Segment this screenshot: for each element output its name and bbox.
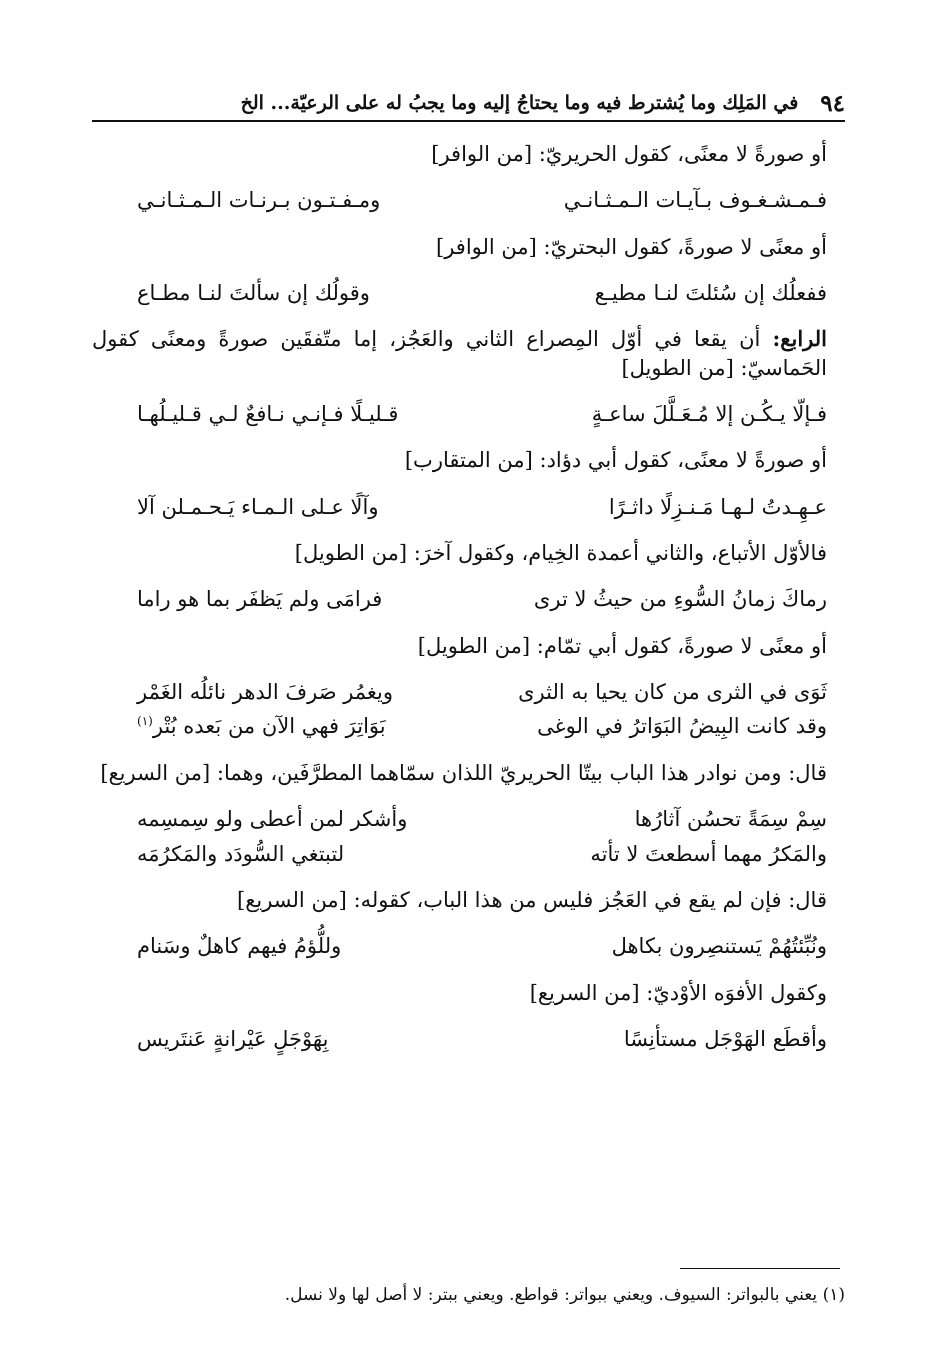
meter-label: [من الوافر]: [436, 234, 537, 259]
prose-text: فالأوّل الأتباع، والثاني أعمدة الخِيام، وكقول آخرَ:: [413, 541, 827, 566]
verse-line: [92, 493, 827, 521]
verse-second-hemistich: [137, 805, 454, 833]
prose-text: أن يقعا في أوّل المِصراع الثاني والعَجُز، إما متّفقَين صورةً ومعنًى كقول الحَماسيّ:: [92, 327, 827, 380]
verse-second-hemistich: [137, 493, 454, 521]
verse-second-text: بِهَوْجَلٍ عَيْرانةٍ عَنتَريس: [137, 1026, 329, 1051]
verse-second-hemistich: [137, 932, 454, 960]
verse-line: [92, 678, 827, 706]
meter-label: [من الطويل]: [621, 355, 734, 380]
verse-second-text: وآلًا عـلى الـمـاء يَـحـمـلن آلا: [137, 494, 379, 519]
verse-second-hemistich: [137, 279, 454, 307]
section-lead: الرابع:: [772, 326, 827, 352]
verse-second-hemistich: [137, 840, 454, 868]
verse-line: [92, 186, 827, 214]
footnote-reference[interactable]: (١): [137, 714, 153, 729]
footnote-divider: [680, 1268, 840, 1269]
prose-text: قال: ومن نوادر هذا الباب بيتّا الحريريّ اللذان سمّاهما المطرَّفَين، وهما:: [216, 760, 827, 785]
verse-first-hemistich: وأقطَع الهَوْجَل مستأنِسًا: [623, 1026, 827, 1051]
verse-line: [92, 840, 827, 868]
prose-paragraph: [92, 886, 827, 914]
prose-paragraph: [92, 140, 827, 168]
verse-first-hemistich: ثَوَى في الثرى من كان يحيا به الثرى: [518, 680, 827, 705]
verse-first-hemistich: فـمـشـغـوف بـآيـات الـمـثـانـي: [563, 188, 827, 213]
meter-label: [من السريع]: [529, 980, 640, 1005]
verse-second-text: وقولُك إن سألتَ لنـا مطـاع: [137, 281, 370, 306]
verse-second-hemistich: [137, 400, 454, 428]
verse-first-hemistich: وقد كانت البِيضُ البَوَاترُ في الوغى: [537, 714, 827, 739]
footnote-marker: (١): [822, 1285, 845, 1305]
prose-paragraph: [92, 325, 827, 382]
verse-second-text: بَوَاتِرَ فهي الآن من بَعده بُتْر: [152, 714, 386, 739]
verse-second-text: فرامَى ولم يَظفَر بما هو راما: [137, 587, 383, 612]
prose-paragraph: [92, 539, 827, 567]
prose-text: أو معنًى لا صورةً، كقول أبي تمّام:: [536, 633, 827, 658]
prose-text: أو معنًى لا صورةً، كقول البحتريّ:: [543, 234, 827, 259]
verse-second-text: قـليـلًا فـإنـي نـافعٌ لـي قـليـلُهـا: [137, 402, 399, 427]
verse-second-text: وأشكر لمن أعطى ولو سِمسِمه: [137, 807, 408, 832]
prose-paragraph: [92, 979, 827, 1007]
verse-second-hemistich: [137, 678, 454, 706]
verse-second-text: ومـفـتـون بـرنـات الـمـثـانـي: [137, 188, 381, 213]
prose-paragraph: [92, 632, 827, 660]
meter-label: [من السريع]: [237, 887, 347, 912]
prose-text: أو صورةً لا معنًى، كقول الحريريّ:: [538, 142, 827, 166]
verse-line: [92, 400, 827, 428]
running-header: [92, 86, 845, 122]
prose-text: قال: فإن لم يقع في العَجُز فليس من هذا الباب، كقوله:: [353, 887, 827, 912]
verse-first-hemistich: رماكَ زمانُ السُّوءِ من حيثُ لا ترى: [533, 587, 827, 612]
verse-second-text: ويغمُر صَرفَ الدهر نائلُه الغَمْر: [137, 680, 394, 705]
meter-label: [من المتقارب]: [404, 448, 533, 473]
meter-label: [من السريع]: [100, 760, 211, 785]
verse-second-hemistich: [137, 712, 454, 740]
verse-second-hemistich: [137, 585, 454, 613]
prose-paragraph: [92, 446, 827, 474]
verse-second-hemistich: [137, 1025, 454, 1053]
verse-first-hemistich: فـإلّا يـكُـن إلا مُـعَـلَّلَ ساعـةٍ: [591, 402, 827, 427]
verse-line: [92, 712, 827, 740]
page-number: ٩٤: [820, 89, 845, 117]
prose-text: أو صورةً لا معنًى، كقول أبي دؤاد:: [539, 448, 827, 473]
verse-line: [92, 585, 827, 613]
verse-second-text: وللُّؤمُ فيهم كاهلٌ وسَنام: [137, 934, 342, 959]
prose-paragraph: [92, 233, 827, 261]
running-title: في المَلِك وما يُشترط فيه وما يحتاجُ إليه وما يجبُ له على الرعيّة... الخ: [240, 92, 799, 114]
verse-line: [92, 805, 827, 833]
meter-label: [من الطويل]: [294, 541, 408, 566]
verse-line: [92, 279, 827, 307]
verse-first-hemistich: سِمْ سِمَةً تحسُن آثارُها: [634, 807, 827, 832]
verse-first-hemistich: ونُبِّئتُهُمْ يَستنصِرون بكاهل: [611, 934, 827, 959]
footnote: [92, 1285, 845, 1305]
verse-line: [92, 1025, 827, 1053]
verse-line: [92, 932, 827, 960]
verse-second-text: لتبتغي السُّودَد والمَكرُمَه: [137, 841, 345, 866]
page-body: [92, 140, 827, 1071]
footnote-text: يعني بالبواتر: السيوف. ويعني ببواتر: قواطع. ويعني ببتر: لا أصل لها ولا نسل.: [284, 1285, 818, 1305]
verse-first-hemistich: ففعلُك إن سُئلتَ لنـا مطيـع: [594, 281, 827, 306]
verse-first-hemistich: عـهِـدتُ لـهـا مَـنـزِلًا داثـرًا: [608, 494, 827, 519]
meter-label: [من الطويل]: [417, 633, 531, 658]
verse-second-hemistich: [137, 186, 454, 214]
prose-paragraph: [92, 759, 827, 787]
prose-text: وكقول الأفوَه الأوْديّ:: [646, 980, 827, 1005]
meter-label: [من الوافر]: [431, 142, 533, 166]
verse-first-hemistich: والمَكرُ مهما أسطعتَ لا تأته: [590, 841, 827, 866]
